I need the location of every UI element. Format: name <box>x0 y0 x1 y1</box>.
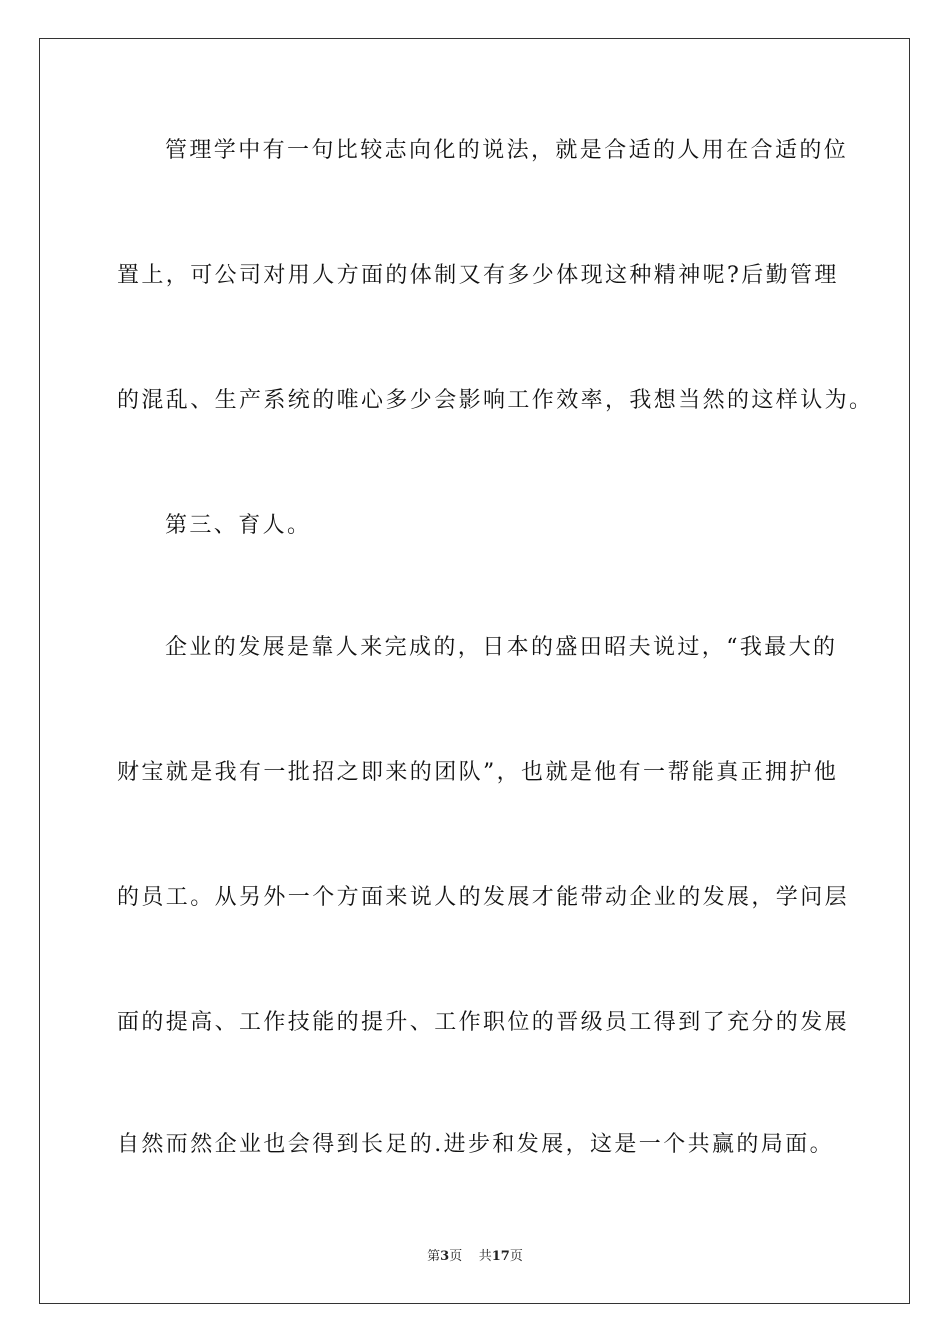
page-suffix: 页 <box>449 1249 463 1264</box>
page-prefix: 第 <box>427 1249 441 1264</box>
total-suffix: 页 <box>509 1249 523 1264</box>
paragraph-1-line-3: 的混乱、生产系统的唯心多少会影响工作效率，我想当然的这样认为。 <box>117 388 874 413</box>
paragraph-1-line-2: 置上，可公司对用人方面的体制又有多少体现这种精神呢?后勤管理 <box>117 263 839 288</box>
paragraph-2-line-2: 财宝就是我有一批招之即来的团队”，也就是他有一帮能真正拥护他 <box>117 760 839 785</box>
paragraph-2-line-5: 自然而然企业也会得到长足的.进步和发展，这是一个共赢的局面。 <box>117 1132 834 1157</box>
page-footer <box>0 1248 950 1266</box>
paragraph-2-line-1: 企业的发展是靠人来完成的，日本的盛田昭夫说过，“我最大的 <box>165 635 838 660</box>
paragraph-2-line-3: 的员工。从另外一个方面来说人的发展才能带动企业的发展，学问层 <box>117 885 850 910</box>
total-pages: 17 <box>491 1249 510 1264</box>
paragraph-2-line-4: 面的提高、工作技能的提升、工作职位的晋级员工得到了充分的发展 <box>117 1010 850 1035</box>
page-number: 3 <box>440 1249 450 1264</box>
section-heading: 第三、育人。 <box>165 513 312 538</box>
total-prefix: 共 <box>478 1249 492 1264</box>
page-border <box>39 38 910 1304</box>
paragraph-1-line-1: 管理学中有一句比较志向化的说法，就是合适的人用在合适的位 <box>165 138 849 163</box>
